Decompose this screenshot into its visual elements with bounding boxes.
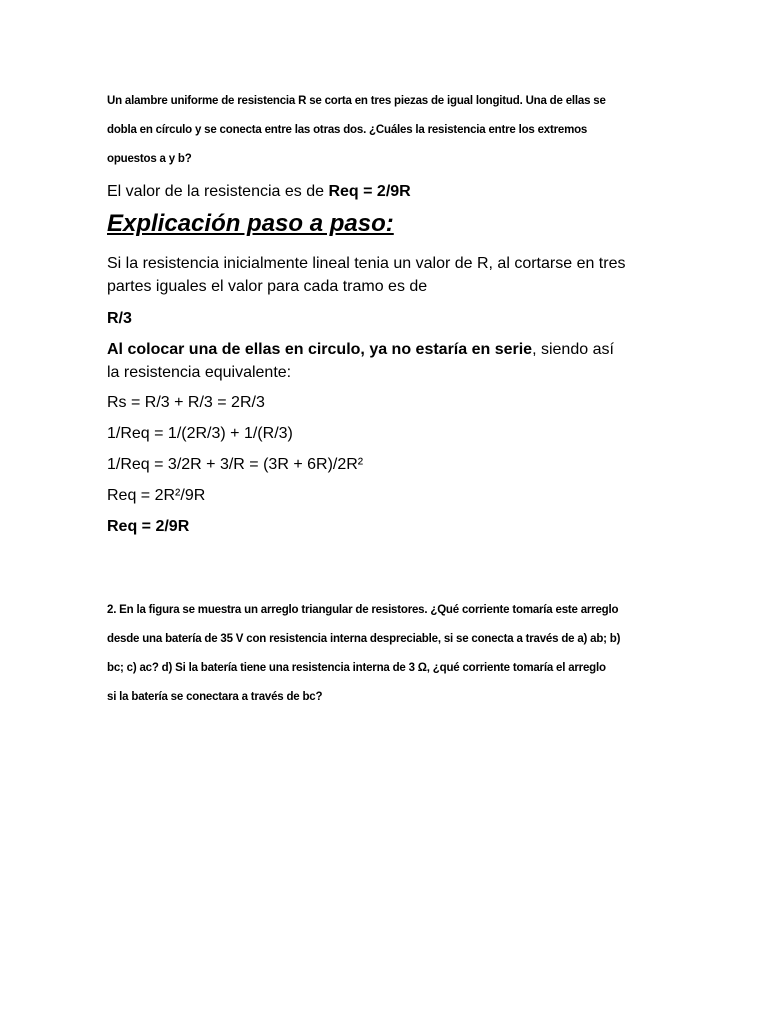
problem-2-line-4: si la batería se conectara a través de bc? [107, 691, 323, 703]
problem-2-line-2: desde una batería de 35 V con resistencia interna despreciable, si se conecta a través de a) ab; b) [107, 633, 621, 645]
equation-2: 1/Req = 1/(2R/3) + 1/(R/3) [107, 425, 293, 442]
problem-1-line-2: dobla en círculo y se conecta entre las otras dos. ¿Cuáles la resistencia entre los extremos [107, 124, 588, 136]
segment-value [107, 307, 667, 330]
final-result-text: Req = 2/9R [107, 518, 190, 535]
explanation-intro-rest: , siendo así [532, 341, 614, 358]
problem-2-line-3: bc; c) ac? d) Si la batería tiene una resistencia interna de 3 Ω, ¿qué corriente tomaría el arreglo [107, 662, 606, 674]
explanation-intro [107, 338, 667, 361]
problem-1-line-3: opuestos a y b? [107, 153, 192, 165]
problem-2-statement [107, 596, 667, 712]
answer-value: Req = 2/9R [328, 183, 411, 200]
problem-1-line-1: Un alambre uniforme de resistencia R se corta en tres piezas de igual longitud. Una de ellas se [107, 95, 606, 107]
explanation-line-2: partes iguales el valor para cada tramo es de [107, 278, 428, 295]
answer-prefix: El valor de la resistencia es de [107, 183, 329, 200]
section-heading: Explicación paso a paso: [107, 210, 394, 237]
explanation-line-1: Si la resistencia inicialmente lineal tenia un valor de R, al cortarse en tres [107, 255, 626, 272]
equation-4: Req = 2R²/9R [107, 487, 206, 504]
answer-line [107, 180, 667, 203]
explanation-equivalent: la resistencia equivalente: [107, 364, 292, 381]
explanation-intro-bold: Al colocar una de ellas en circulo, ya no estaría en serie [107, 341, 533, 358]
equation-3: 1/Req = 3/2R + 3/R = (3R + 6R)/2R² [107, 456, 364, 473]
final-result [107, 515, 667, 538]
segment-value-text: R/3 [107, 310, 132, 327]
equation-1: Rs = R/3 + R/3 = 2R/3 [107, 394, 265, 411]
problem-2-line-1: 2. En la figura se muestra un arreglo triangular de resistores. ¿Qué corriente tomaría este arreglo [107, 604, 619, 616]
problem-1-statement [107, 87, 667, 174]
